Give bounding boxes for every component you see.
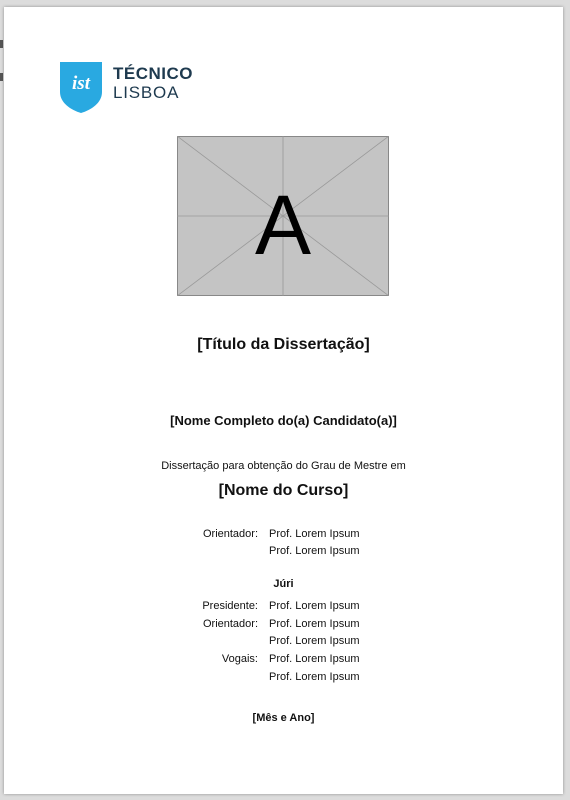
- jury-member: Prof. Lorem Ipsum: [269, 600, 360, 612]
- jury-role: Presidente:: [202, 600, 258, 612]
- jury-member: Prof. Lorem Ipsum: [269, 653, 360, 665]
- supervisor-label: Orientador:: [202, 528, 258, 540]
- jury-row: [4, 600, 563, 616]
- month-year: [Mês e Ano]: [252, 712, 315, 724]
- document-page: [4, 7, 563, 794]
- jury-role: Vogais:: [221, 653, 258, 665]
- jury-member: Prof. Lorem Ipsum: [269, 635, 360, 647]
- page-edge-mark: [0, 73, 3, 81]
- placeholder-letter: A: [254, 178, 312, 272]
- jury-heading: Júri: [273, 578, 294, 590]
- thesis-title: [Título da Dissertação]: [197, 336, 370, 353]
- supervisor-row: [4, 528, 563, 544]
- degree-intro: Dissertação para obtenção do Grau de Mestre em: [161, 460, 406, 472]
- ist-shield-icon: [58, 60, 104, 114]
- supervisor-row: [4, 545, 563, 561]
- jury-member: Prof. Lorem Ipsum: [269, 618, 360, 630]
- jury-role: Orientador:: [202, 618, 258, 630]
- supervisor-name: Prof. Lorem Ipsum: [269, 545, 360, 557]
- jury-row: [4, 653, 563, 669]
- page-edge-mark: [0, 40, 3, 48]
- course-name: [Nome do Curso]: [218, 482, 349, 499]
- jury-row: [4, 671, 563, 687]
- jury-member: Prof. Lorem Ipsum: [269, 671, 360, 683]
- logo-text-lisboa: LISBOA: [113, 83, 180, 102]
- logo-text-tecnico: TÉCNICO: [113, 64, 193, 83]
- jury-row: [4, 635, 563, 651]
- image-placeholder: [177, 136, 389, 296]
- ist-logo: [58, 60, 208, 122]
- candidate-name: [Nome Completo do(a) Candidato(a)]: [170, 413, 397, 428]
- supervisor-name: Prof. Lorem Ipsum: [269, 528, 360, 540]
- jury-row: [4, 618, 563, 634]
- logo-mark: ist: [72, 73, 90, 94]
